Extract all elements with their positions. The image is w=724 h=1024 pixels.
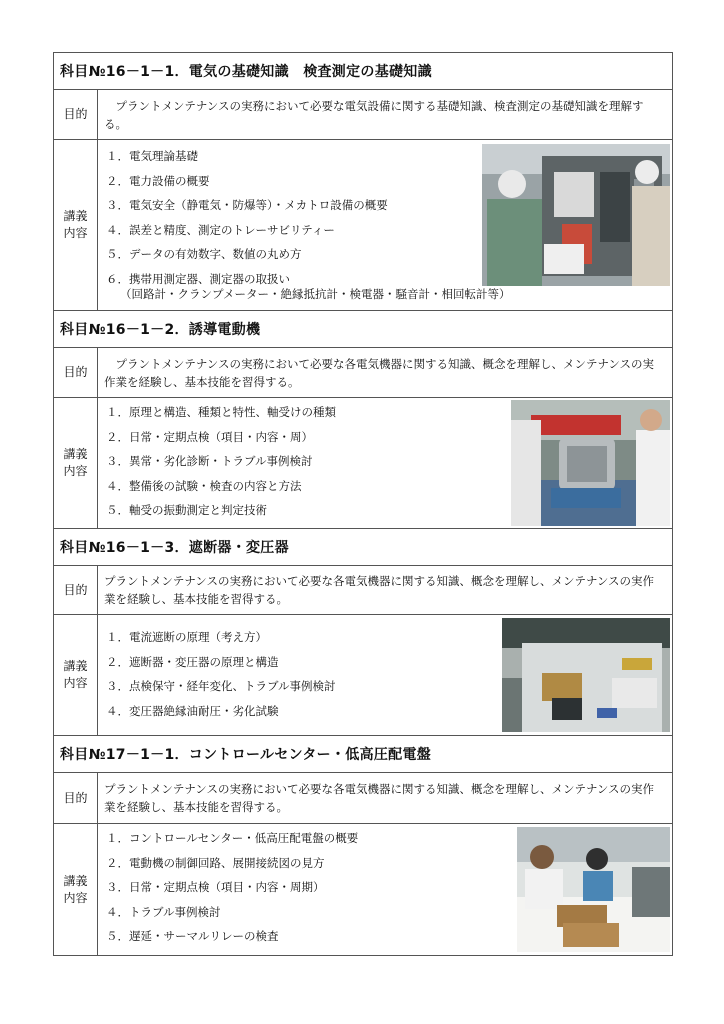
purpose-text: プラントメンテナンスの実務において必要な各電気機器に関する知識、概念を理解し、メンテナンスの実作業を経験し、基本技能を習得する。 <box>98 566 673 615</box>
content-cell <box>98 398 673 529</box>
content-label: 講義内容 <box>54 140 98 311</box>
course-4-purpose-row <box>54 773 673 824</box>
course-2-title-row <box>54 311 673 348</box>
course-4-content-row <box>54 824 673 956</box>
course-3-purpose-row <box>54 566 673 615</box>
content-label: 講義内容 <box>54 615 98 736</box>
list-item: ４．整備後の試験・検査の内容と方法 <box>106 478 302 493</box>
course-4-title: 科目№17－1－1．コントロールセンター・低高圧配電盤 <box>54 736 673 773</box>
purpose-text: プラントメンテナンスの実務において必要な電気設備に関する基礎知識、検査測定の基礎知識を理解する。 <box>98 90 673 140</box>
course-2-purpose-row <box>54 348 673 398</box>
induction-motor-maintenance-photo <box>511 400 670 526</box>
item-list <box>106 625 336 723</box>
list-item: ５．遅延・サーマルリレーの検査 <box>106 929 279 943</box>
course-1-purpose-row <box>54 90 673 140</box>
list-item: １．原理と構造、種類と特性、軸受けの種類 <box>106 405 336 419</box>
course-3-title: 科目№16－1－3．遮断器・変圧器 <box>54 529 673 566</box>
item-list <box>106 826 358 949</box>
list-item: １．電気理論基礎 <box>106 149 198 163</box>
content-cell <box>98 615 673 736</box>
course-sheet <box>53 52 672 956</box>
course-2-content-row <box>54 398 673 529</box>
course-1-title: 科目№16－1－1．電気の基礎知識 検査測定の基礎知識 <box>54 53 673 90</box>
purpose-label: 目的 <box>54 566 98 615</box>
list-item: ３．異常・劣化診断・トラブル事例検討 <box>106 454 313 468</box>
item-list <box>106 144 511 301</box>
purpose-label: 目的 <box>54 773 98 824</box>
list-item: １．電流遮断の原理（考え方） <box>106 630 267 644</box>
course-table <box>53 52 673 956</box>
list-item: ４．誤差と精度、測定のトレーサビリティー <box>106 222 335 237</box>
list-item: ５．軸受の振動測定と判定技術 <box>106 503 267 517</box>
list-item: ２．遮断器・変圧器の原理と構造 <box>106 654 279 669</box>
item-list <box>106 400 336 523</box>
list-item: ５．データの有効数字、数値の丸め方 <box>106 247 302 261</box>
course-3-title-row <box>54 529 673 566</box>
list-item: ３．電気安全（静電気・防爆等）・メカトロ設備の概要 <box>106 198 388 212</box>
course-2-title: 科目№16－1－2．誘導電動機 <box>54 311 673 348</box>
course-1-title-row <box>54 53 673 90</box>
control-circuit-training-photo <box>517 827 670 952</box>
circuit-breaker-transformer-lab-photo <box>502 618 670 732</box>
electrical-panel-inspection-photo <box>482 144 670 286</box>
list-item: ４．トラブル事例検討 <box>106 904 221 919</box>
list-item: ４．変圧器絶縁油耐圧・劣化試験 <box>106 703 279 718</box>
list-item: ３．点検保守・経年変化、トラブル事例検討 <box>106 679 336 693</box>
purpose-label: 目的 <box>54 348 98 398</box>
purpose-text: プラントメンテナンスの実務において必要な各電気機器に関する知識、概念を理解し、メンテナンスの実作業を経験し、基本技能を習得する。 <box>98 348 673 398</box>
purpose-text: プラントメンテナンスの実務において必要な各電気機器に関する知識、概念を理解し、メンテナンスの実作業を経験し、基本技能を習得する。 <box>98 773 673 824</box>
content-cell <box>98 140 673 311</box>
list-item: ２．電力設備の概要 <box>106 173 210 188</box>
list-item: ６．携帯用測定器、測定器の取扱い <box>106 271 290 286</box>
list-item: １．コントロールセンター・低高圧配電盤の概要 <box>106 831 359 845</box>
course-3-content-row <box>54 615 673 736</box>
content-cell <box>98 824 673 956</box>
content-label: 講義内容 <box>54 824 98 956</box>
course-4-title-row <box>54 736 673 773</box>
list-item: ２．日常・定期点検（項目・内容・周） <box>106 429 313 444</box>
course-1-content-row <box>54 140 673 311</box>
list-item: ３．日常・定期点検（項目・内容・周期） <box>106 880 325 894</box>
list-item: ２．電動機の制御回路、展開接続図の見方 <box>106 855 325 870</box>
purpose-label: 目的 <box>54 90 98 140</box>
content-label: 講義内容 <box>54 398 98 529</box>
list-subitem: （回路計・クランプメーター・絶縁抵抗計・検電器・騒音計・相回転計等） <box>120 287 511 301</box>
